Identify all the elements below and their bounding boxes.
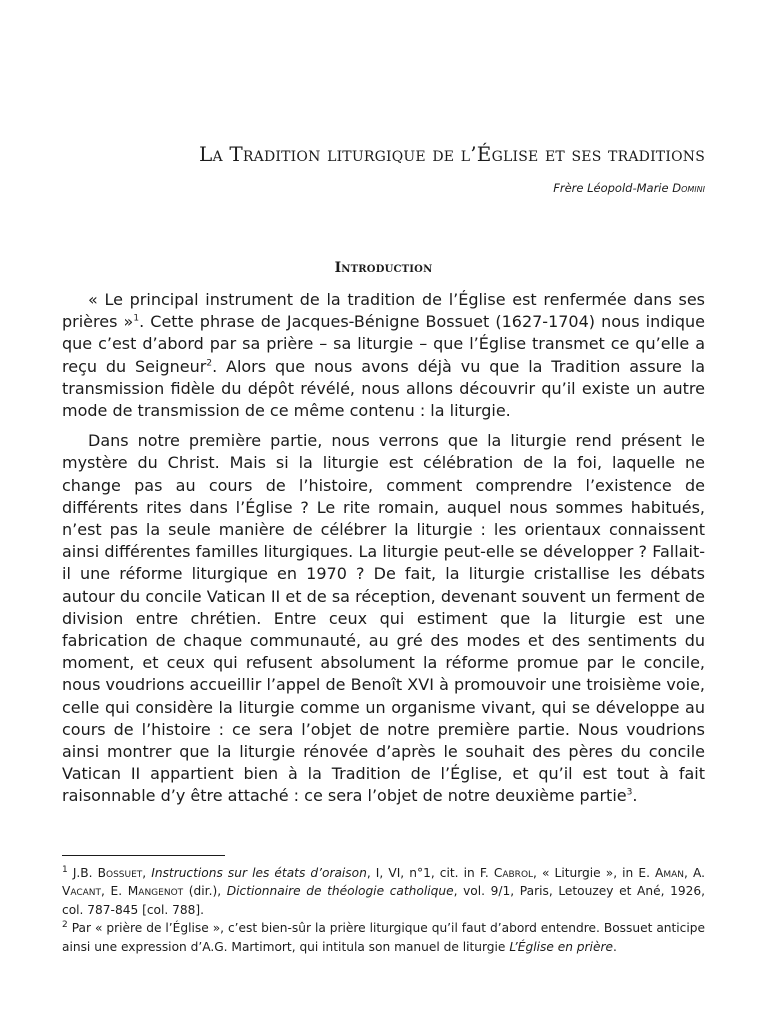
footnote-1-work-title: Instructions sur les états d’oraison <box>151 866 367 880</box>
footnote-1-author: Aman <box>655 866 685 880</box>
section-heading: Introduction <box>334 260 433 276</box>
paragraph-2-text-b: . <box>632 786 638 806</box>
footnote-1-author: Mangenot <box>127 884 184 899</box>
footnote-1-author: Cabrol <box>493 866 534 880</box>
paragraph-1-text-c: . Alors que nous avons déjà vu que la Tradition assure la transmission fidèle du dépôt révélé, nous allons découvrir qu’il existe un autre mode de transmission de ce même contenu : la liturgie. <box>62 356 706 421</box>
paragraph-1-text-b: . Cette phrase de Jacques-Bénigne Bossuet (1627-1704) nous indique que c’est d’abord par sa prière – sa liturgie – que l’Église transmet ce qu’elle a reçu du Seigneur <box>62 312 705 376</box>
footnote-2 <box>62 919 705 956</box>
footnote-1-author: Bossuet <box>97 866 143 880</box>
footnote-ref-3: 3 <box>626 788 633 799</box>
paragraph-2 <box>62 430 705 807</box>
paragraph-1-text-a: « Le principal instrument de la tradition de l’Église est renfermée dans ses prières » <box>62 290 705 332</box>
footnote-1-text: J.B. <box>67 866 98 880</box>
footnote-1-text: , « Liturgie », in E. <box>533 866 656 880</box>
paragraph-1 <box>62 289 705 422</box>
footnote-2-text: Par « prière de l’Église », c’est bien-sûr la prière liturgique qu’il faut d’abord entendre. Bossuet anticipe ainsi une expression d’A.G. Martimort, qui intitula son manuel de liturgie <box>62 921 705 954</box>
footnote-1-text: , I, VI, n°1, cit. in F. <box>366 866 494 880</box>
paragraph-2-text-a: Dans notre première partie, nous verrons que la liturgie rend présent le mystère du Christ. Mais si la liturgie est célébration de la foi, laquelle ne change pas au cours de l’histoire, comment comprendre l’existence de différents rites dans l’Église ? Le rite romain, auquel nous sommes habitués, n’est pas la seule manière de célébrer la liturgie : les orientaux connaissent ainsi différentes familles liturgiques. La liturgie peut-elle se développer ? Fallait-il une réforme liturgique en 1970 ? De fait, la liturgie cristallise les débats autour du concile Vatican II et de sa réception, devenant souvent un ferment de division entre chrétien. Entre ceux qui estiment que la liturgie est une fabrication de chaque communauté, au gré des modes et des sentiments du moment, et ceux qui refusent absolument la réforme promue par le concile, nous voudrions accueillir l’appel de Benoît XVI à promouvoir une troisième voie, celle qui considère la liturgie comme un organisme vivant, qui se développe au cours de l’histoire : ce sera l’objet de notre première partie. Nous voudrions ainsi montrer que la liturgie rénovée d’après le souhait des pères du concile Vatican II appartient bien à la Tradition de l’Église, et qu’il est tout à fait raisonnable d’y être attaché : ce sera l’objet de notre deuxième partie <box>62 431 705 806</box>
footnote-1-text: (dir.), <box>183 884 227 899</box>
footnote-ref-2: 2 <box>206 358 213 369</box>
body-text <box>62 289 705 808</box>
footnote-1 <box>62 864 705 919</box>
footnotes <box>62 864 705 956</box>
footnote-1-text: , <box>142 866 152 880</box>
footnote-separator <box>62 855 225 856</box>
footnote-2-number: 2 <box>62 920 68 931</box>
footnote-1-text: , A. <box>684 866 705 880</box>
footnote-1-dictionary-title: Dictionnaire de théologie catholique <box>226 884 454 899</box>
footnote-1-text: , vol. 9/1, Paris, Letouzey et Ané, 1926, col. 787-845 [col. 788]. <box>62 884 706 917</box>
footnote-1-author: Vacant <box>62 884 102 899</box>
document-title: La Tradition liturgique de l’Église et ses traditions <box>199 142 705 166</box>
footnote-2-text: . <box>612 939 617 954</box>
footnote-1-number: 1 <box>62 864 68 875</box>
footnote-2-book-title: L’Église en prière <box>509 939 613 954</box>
document-page <box>62 0 705 1024</box>
footnote-1-text: , E. <box>101 884 128 899</box>
author-surname: Domini <box>672 181 705 195</box>
footnote-ref-1: 1 <box>133 313 140 324</box>
author-line <box>553 181 705 195</box>
author-first-name: Frère Léopold-Marie <box>553 181 673 195</box>
